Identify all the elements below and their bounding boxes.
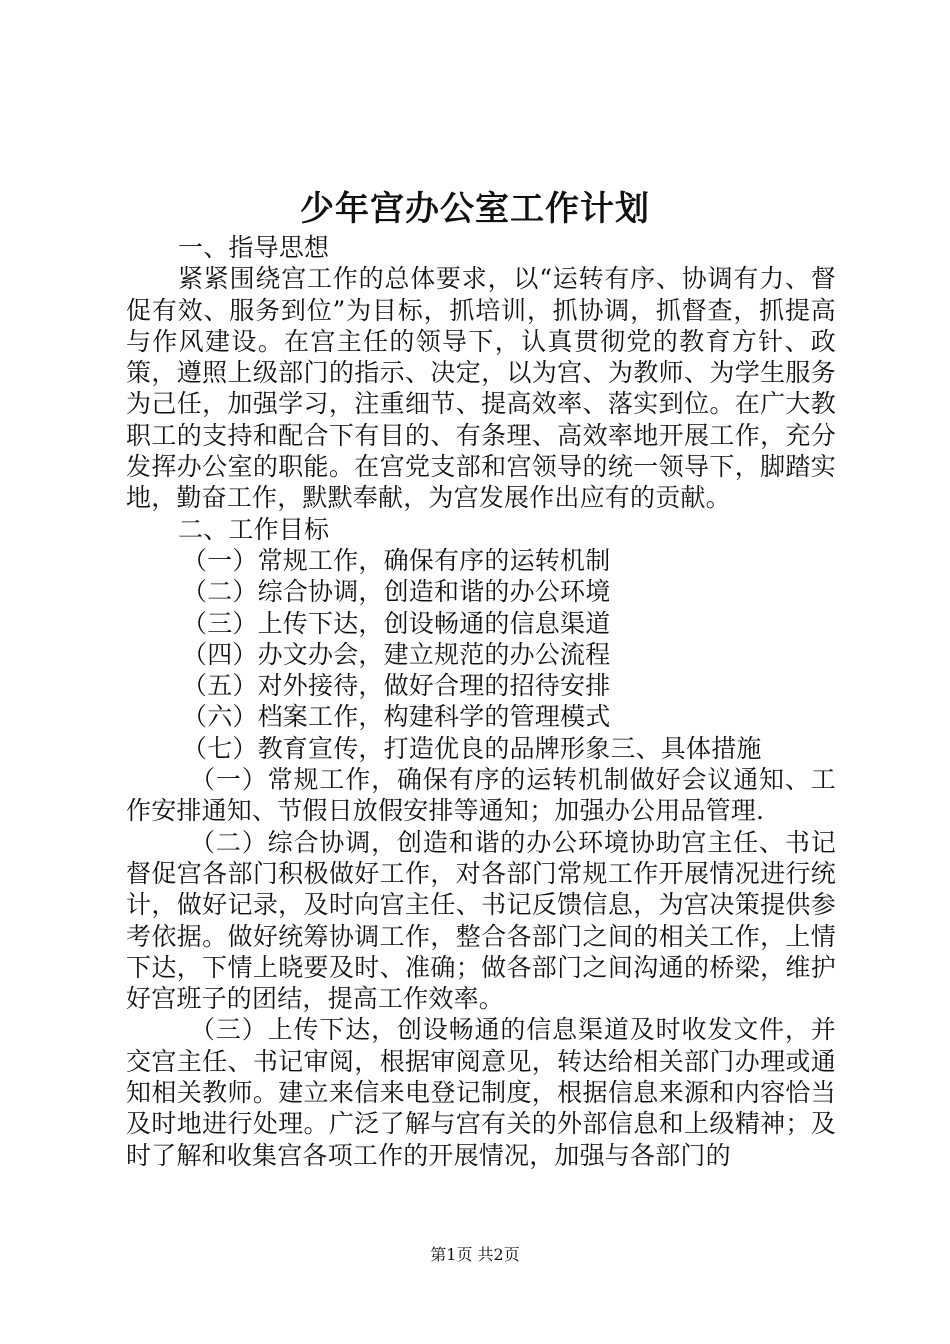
guiding-ideology-paragraph: 紧紧围绕宫工作的总体要求，以“运转有序、协调有力、督促有效、服务到位”为目标，抓培训，抓协调，抓督查，抓提高与作风建设。在宫主任的领导下，认真贯彻党的教育方针、政策，遵照上级部门的指示、决定，以为宫、为教师、为学生服务为己任，加强学习，注重细节、提高效率、落实到位。在广大教职工的支持和配合下有目的、有条理、高效率地开展工作，充分发挥办公室的职能。在宫党支部和宫领导的统一领导下，脚踏实地，勤奋工作，默默奉献，为宫发展作出应有的贡献。 — [126, 264, 836, 513]
goal-item: （一）常规工作，确保有序的运转机制 — [182, 545, 611, 575]
goal-item: （七）教育宣传，打造优良的品牌形象三、具体措施 — [182, 733, 762, 763]
measure-paragraph: （三）上传下达，创设畅通的信息渠道及时收发文件，并交宫主任、书记审阅，根据审阅意见，转达给相关部门办理或通知相关教师。建立来信来电登记制度，根据信息来源和内容恰当及时地进行处理。广泛了解与宫有关的外部信息和上级精神；及时了解和收集宫各项工作的开展情况，加强与各部门的 — [126, 1015, 836, 1170]
section-heading-work-goals: 二、工作目标 — [178, 514, 330, 544]
section-heading-guiding-ideology: 一、指导思想 — [178, 233, 330, 262]
goal-item: （六）档案工作，构建科学的管理模式 — [182, 702, 611, 732]
document-body — [126, 232, 836, 1171]
goal-item: （五）对外接待，做好合理的招待安排 — [182, 671, 611, 701]
goal-item: （二）综合协调，创造和谐的办公环境 — [182, 577, 611, 607]
goal-item: （四）办文办会，建立规范的办公流程 — [182, 639, 611, 669]
document-title: 少年宫办公室工作计划 — [300, 189, 650, 229]
goal-item: （三）上传下达，创设畅通的信息渠道 — [182, 608, 611, 638]
measure-paragraph: （二）综合协调，创造和谐的办公环境协助宫主任、书记督促宫各部门积极做好工作，对各部门常规工作开展情况进行统计，做好记录，及时向宫主任、书记反馈信息，为宫决策提供参考依据。做好统筹协调工作，整合各部门之间的相关工作，上情下达，下情上晓要及时、准确；做各部门之间沟通的桥梁，维护好宫班子的团结，提高工作效率。 — [126, 827, 836, 1014]
measure-paragraph: （一）常规工作，确保有序的运转机制做好会议通知、工作安排通知、节假日放假安排等通知；加强办公用品管理. — [126, 765, 836, 826]
page-footer: 第1页 共2页 — [430, 1245, 520, 1264]
